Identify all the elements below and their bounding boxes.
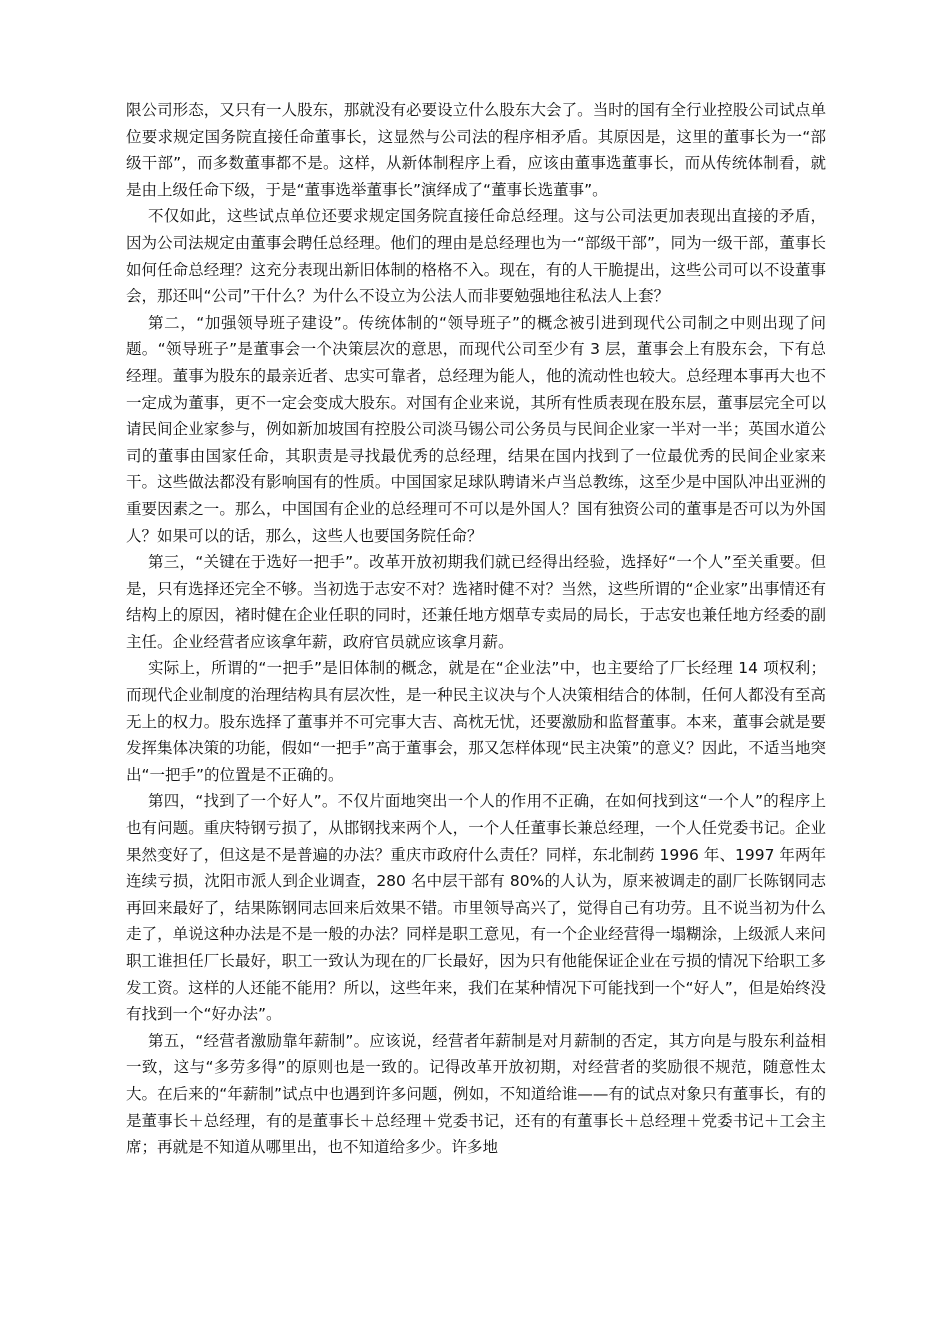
document-body (126, 97, 826, 1161)
paragraph: 不仅如此，这些试点单位还要求规定国务院直接任命总经理。这与公司法更加表现出直接的矛盾，因为公司法规定由董事会聘任总经理。他们的理由是总经理也为一“部级干部”，同为一级干部，董事长如何任命总经理？这充分表现出新旧体制的格格不入。现在，有的人干脆提出，这些公司可以不设董事会，那还叫“公司”干什么？为什么不设立为公法人而非要勉强地往私法人上套？ (126, 207, 826, 306)
paragraph: 第四，“找到了一个好人”。不仅片面地突出一个人的作用不正确，在如何找到这“一个人”的程序上也有问题。重庆特钢亏损了，从邯钢找来两个人，一个人任董事长兼总经理，一个人任党委书记。企业果然变好了，但这是不是普遍的办法？重庆市政府什么责任？同样，东北制药 1996 年、1997 年两年连续亏损，沈阳市派人到企业调查，280 名中层干部有 80%的人认为，原来被调走的副厂长陈钢同志再回来最好了，结果陈钢同志回来后效果不错。市里领导高兴了，觉得自己有功劳。且不说当初为什么走了，单说这种办法是不是一般的办法？同样是职工意见，有一个企业经营得一塌糊涂，上级派人来问职工谁担任厂长最好，职工一致认为现在的厂长最好，因为只有他能保证企业在亏损的情况下给职工多发工资。这样的人还能不能用？所以，这些年来，我们在某种情况下可能找到一个“好人”，但是始终没有找到一个“好办法”。 (126, 792, 826, 1024)
paragraph: 第五，“经营者激励靠年薪制”。应该说，经营者年薪制是对月薪制的否定，其方向是与股东利益相一致，这与“多劳多得”的原则也是一致的。记得改革开放初期，对经营者的奖励很不规范，随意性太大。在后来的“年薪制”试点中也遇到许多问题，例如，不知道给谁——有的试点对象只有董事长，有的是董事长＋总经理，有的是董事长＋总经理＋党委书记，还有的有董事长＋总经理＋党委书记＋工会主席；再就是不知道从哪里出，也不知道给多少。许多地 (126, 1031, 826, 1157)
paragraph: 限公司形态，又只有一人股东，那就没有必要设立什么股东大会了。当时的国有全行业控股公司试点单位要求规定国务院直接任命董事长，这显然与公司法的程序相矛盾。其原因是，这里的董事长为一“部级干部”，而多数董事都不是。这样，从新体制程序上看，应该由董事选董事长，而从传统体制看，就是由上级任命下级，于是“董事选举董事长”演绎成了“董事长选董事”。 (126, 101, 826, 199)
paragraph: 第三，“关键在于选好一把手”。改革开放初期我们就已经得出经验，选择好“一个人”至关重要。但是，只有选择还完全不够。当初选于志安不对？选褚时健不对？当然，这些所谓的“企业家”出事情还有结构上的原因，褚时健在企业任职的同时，还兼任地方烟草专卖局的局长，于志安也兼任地方经委的副主任。企业经营者应该拿年薪，政府官员就应该拿月薪。 (126, 553, 826, 651)
paragraph: 第二，“加强领导班子建设”。传统体制的“领导班子”的概念被引进到现代公司制之中则出现了问题。“领导班子”是董事会一个决策层次的意思，而现代公司至少有 3 层，董事会上有股东会，下有总经理。董事为股东的最亲近者、忠实可靠者，总经理为能人，他的流动性也较大。总经理本事再大也不一定成为董事，更不一定会变成大股东。对国有企业来说，其所有性质表现在股东层，董事层完全可以请民间企业家参与，例如新加坡国有控股公司淡马锡公司公务员与民间企业家一半对一半；英国水道公司的董事由国家任命，其职责是寻找最优秀的总经理，结果在国内找到了一位最优秀的民间企业家来干。这些做法都没有影响国有的性质。中国国家足球队聘请米卢当总教练，这至少是中国队冲出亚洲的重要因素之一。那么，中国国有企业的总经理可不可以是外国人？国有独资公司的董事是否可以为外国人？如果可以的话，那么，这些人也要国务院任命？ (126, 313, 826, 545)
paragraph: 实际上，所谓的“一把手”是旧体制的概念，就是在“企业法”中，也主要给了厂长经理 14 项权利；而现代企业制度的治理结构具有层次性，是一种民主议决与个人决策相结合的体制，任何人都没有至高无上的权力。股东选择了董事并不可完事大吉、高枕无忧，还要激励和监督董事。本来，董事会就是要发挥集体决策的功能，假如“一把手”高于董事会，那又怎样体现“民主决策”的意义？因此，不适当地突出“一把手”的位置是不正确的。 (126, 659, 826, 784)
